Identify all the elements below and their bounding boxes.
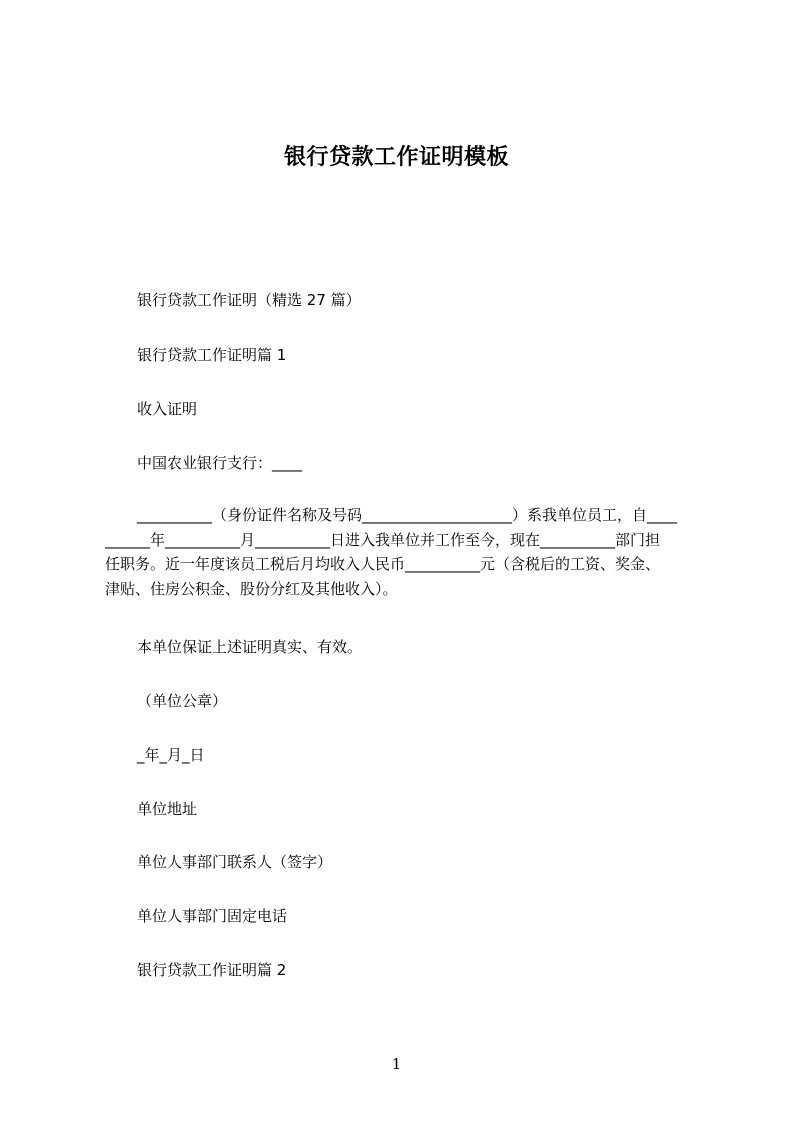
section-heading-1: 银行贷款工作证明篇 1 bbox=[137, 346, 287, 364]
addressee-line: 中国农业银行支行：____ bbox=[137, 454, 303, 472]
body-paragraph bbox=[105, 503, 705, 601]
section-heading-2: 银行贷款工作证明篇 2 bbox=[137, 961, 287, 979]
hr-contact-label: 单位人事部门联系人（签字） bbox=[137, 853, 333, 871]
body-line: 任职务。近一年度该员工税后月均收入人民币__________元（含税后的工资、奖金、 bbox=[105, 555, 661, 573]
company-seal-label: （单位公章） bbox=[137, 692, 228, 710]
subtitle-selection: 银行贷款工作证明（精选 27 篇） bbox=[137, 291, 361, 309]
guarantee-statement: 本单位保证上述证明真实、有效。 bbox=[137, 638, 363, 656]
body-line: ______年__________月__________日进入我单位并工作至今，现在__________部门担 bbox=[105, 530, 661, 549]
body-line: __________（身份证件名称及号码____________________）系我单位员工，自____ bbox=[137, 506, 678, 524]
body-line: 津贴、住房公积金、股份分红及其他收入）。 bbox=[105, 579, 398, 598]
hr-phone-label: 单位人事部门固定电话 bbox=[137, 907, 288, 925]
document-title: 银行贷款工作证明模板 bbox=[283, 145, 509, 170]
company-address-label: 单位地址 bbox=[137, 800, 198, 818]
page-number: 1 bbox=[391, 1055, 402, 1073]
date-line: _年_月_日 bbox=[137, 746, 205, 764]
heading-income-proof: 收入证明 bbox=[137, 400, 198, 418]
